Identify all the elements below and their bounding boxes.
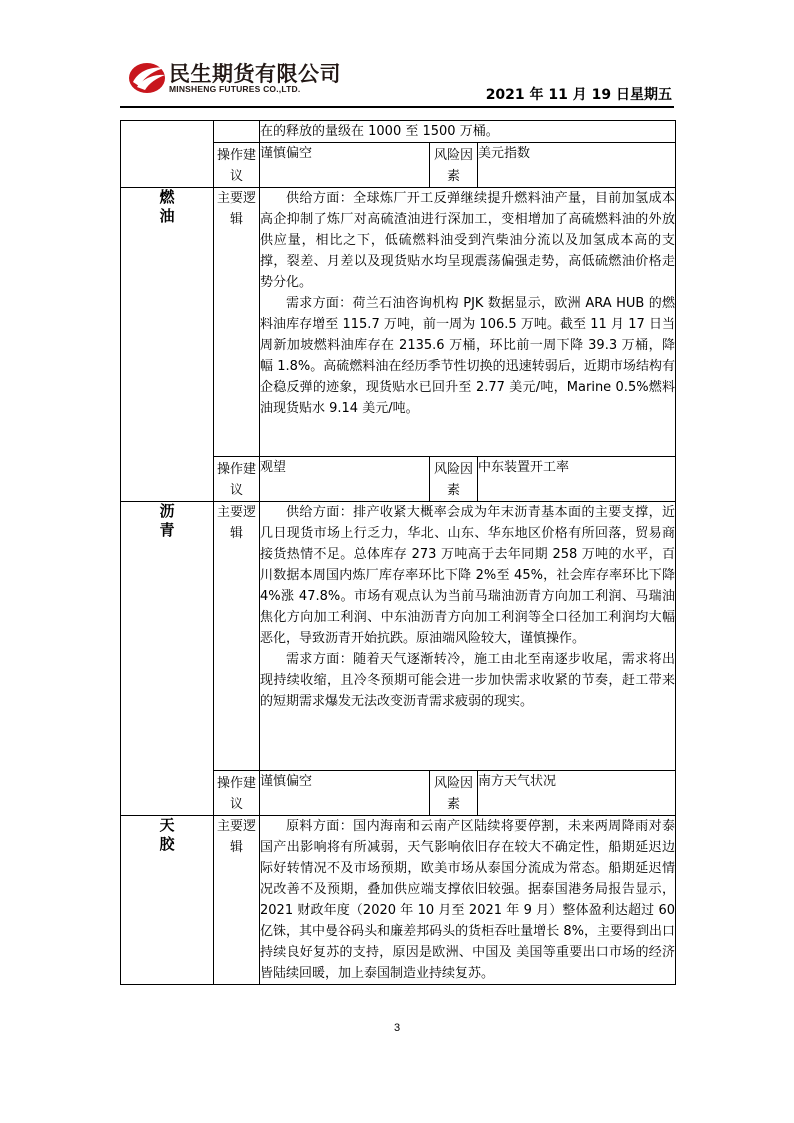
category-name: 沥青 bbox=[159, 502, 175, 539]
logic-content bbox=[260, 502, 676, 771]
logic-content bbox=[260, 188, 676, 457]
category-cell-empty bbox=[121, 121, 214, 188]
label-cell-empty bbox=[214, 121, 260, 143]
page-number: 3 bbox=[393, 1022, 401, 1034]
risk-factor-label: 风险因素 bbox=[430, 143, 478, 188]
op-advice-label: 操作建议 bbox=[214, 457, 260, 502]
table-row bbox=[121, 816, 676, 985]
op-advice-value: 谨慎偏空 bbox=[260, 143, 430, 188]
minsheng-logo-icon bbox=[127, 56, 167, 96]
logic-paragraph: 需求方面：随着天气逐渐转冷，施工由北至南逐步收尾，需求将出现持续收缩，且冷冬预期可能会进一步加快需求收紧的节奏，赶工带来的短期需求爆发无法改变沥青需求疲弱的现实。 bbox=[260, 652, 676, 709]
main-logic-label: 主要逻辑 bbox=[214, 188, 260, 457]
logic-paragraph: 需求方面：荷兰石油咨询机构 PJK 数据显示，欧洲 ARA HUB 的燃料油库存增至 115.7 万吨，前一周为 106.5 万吨。截至 11 月 17 日当周新加坡燃料油库存在 2135.6 万桶，环比前一周下降 39.3 万桶，降幅 1.8%。高硫燃料油在经历季节性切换的迅速转弱后，近期市场结构有企稳反弹的迹象，现货贴水已回升至 2.77 美元/吨，Marine 0.5%燃料油现货贴水 9.14 美元/吨。 bbox=[260, 296, 676, 416]
risk-factor-value: 中东装置开工率 bbox=[478, 457, 676, 502]
op-advice-value: 观望 bbox=[260, 457, 430, 502]
logic-paragraph: 原料方面：国内海南和云南产区陆续将要停割，未来两周降雨对泰国产出影响将有所减弱，天气影响依旧存在较大不确定性，船期延迟边际好转情况不及市场预期，欧美市场从泰国分流成为常态。船期延迟情况改善不及预期，叠加供应端支撑依旧较强。据泰国港务局报告显示，2021 财政年度（2020 年 10 月至 2021 年 9 月）整体盈利达超过 60 亿铢，其中曼谷码头和廉差邦码头的货柜吞吐量增长 8%，主要得到出口持续良好复苏的支持，原因是欧洲、中国及 美国等重要出口市场的经济皆陆续回暖，加上泰国制造业持续复苏。 bbox=[260, 819, 676, 981]
company-logo bbox=[127, 52, 367, 100]
logic-paragraph: 供给方面：排产收紧大概率会成为年末沥青基本面的主要支撑，近几日现货市场上行乏力，华北、山东、华东地区价格有所回落，贸易商接货热情不足。总体库存 273 万吨高于去年同期 258 万吨的水平，百川数据本周国内炼厂库存率环比下降 2%至 45%，社会库存率环比下降 4%涨 47.8%。市场有观点认为当前马瑞油沥青方向加工利润、马瑞油焦化方向加工利润、中东油沥青方向加工利润等全口径加工利润均大幅恶化，导致沥青开始抗跌。原油端风险较大，谨慎操作。 bbox=[260, 505, 676, 646]
logic-paragraph: 供给方面：全球炼厂开工反弹继续提升燃料油产量，目前加氢成本高企抑制了炼厂对高硫渣油进行深加工，变相增加了高硫燃料油的外放供应量，相比之下，低硫燃料油受到汽柴油分流以及加氢成本高的支撑，裂差、月差以及现货贴水均呈现震荡偏强走势，高低硫燃油价格走势分化。 bbox=[260, 191, 676, 290]
risk-factor-label: 风险因素 bbox=[430, 457, 478, 502]
risk-factor-label: 风险因素 bbox=[430, 771, 478, 816]
main-logic-label: 主要逻辑 bbox=[214, 502, 260, 771]
op-advice-label: 操作建议 bbox=[214, 771, 260, 816]
logic-paragraph: 在的释放的量级在 1000 至 1500 万桶。 bbox=[260, 124, 499, 139]
op-advice-label: 操作建议 bbox=[214, 143, 260, 188]
risk-factor-value: 南方天气状况 bbox=[478, 771, 676, 816]
table-row bbox=[121, 121, 676, 143]
category-cell bbox=[121, 502, 214, 816]
category-cell bbox=[121, 816, 214, 985]
category-name: 天胶 bbox=[159, 816, 175, 853]
logic-content bbox=[260, 816, 676, 985]
main-logic-label: 主要逻辑 bbox=[214, 816, 260, 985]
logo-english-name: MINSHENG FUTURES CO.,LTD. bbox=[169, 84, 301, 94]
commodity-analysis-table bbox=[120, 120, 676, 985]
report-date: 2021 年 11 月 19 日星期五 bbox=[485, 87, 672, 103]
category-name: 燃油 bbox=[159, 188, 175, 225]
logo-chinese-name: 民生期货有限公司 bbox=[169, 62, 341, 86]
header-divider bbox=[120, 106, 674, 108]
risk-factor-value: 美元指数 bbox=[478, 143, 676, 188]
category-cell bbox=[121, 188, 214, 502]
op-advice-value: 谨慎偏空 bbox=[260, 771, 430, 816]
table-row bbox=[121, 188, 676, 457]
table-row bbox=[121, 502, 676, 771]
logic-content bbox=[260, 121, 676, 143]
